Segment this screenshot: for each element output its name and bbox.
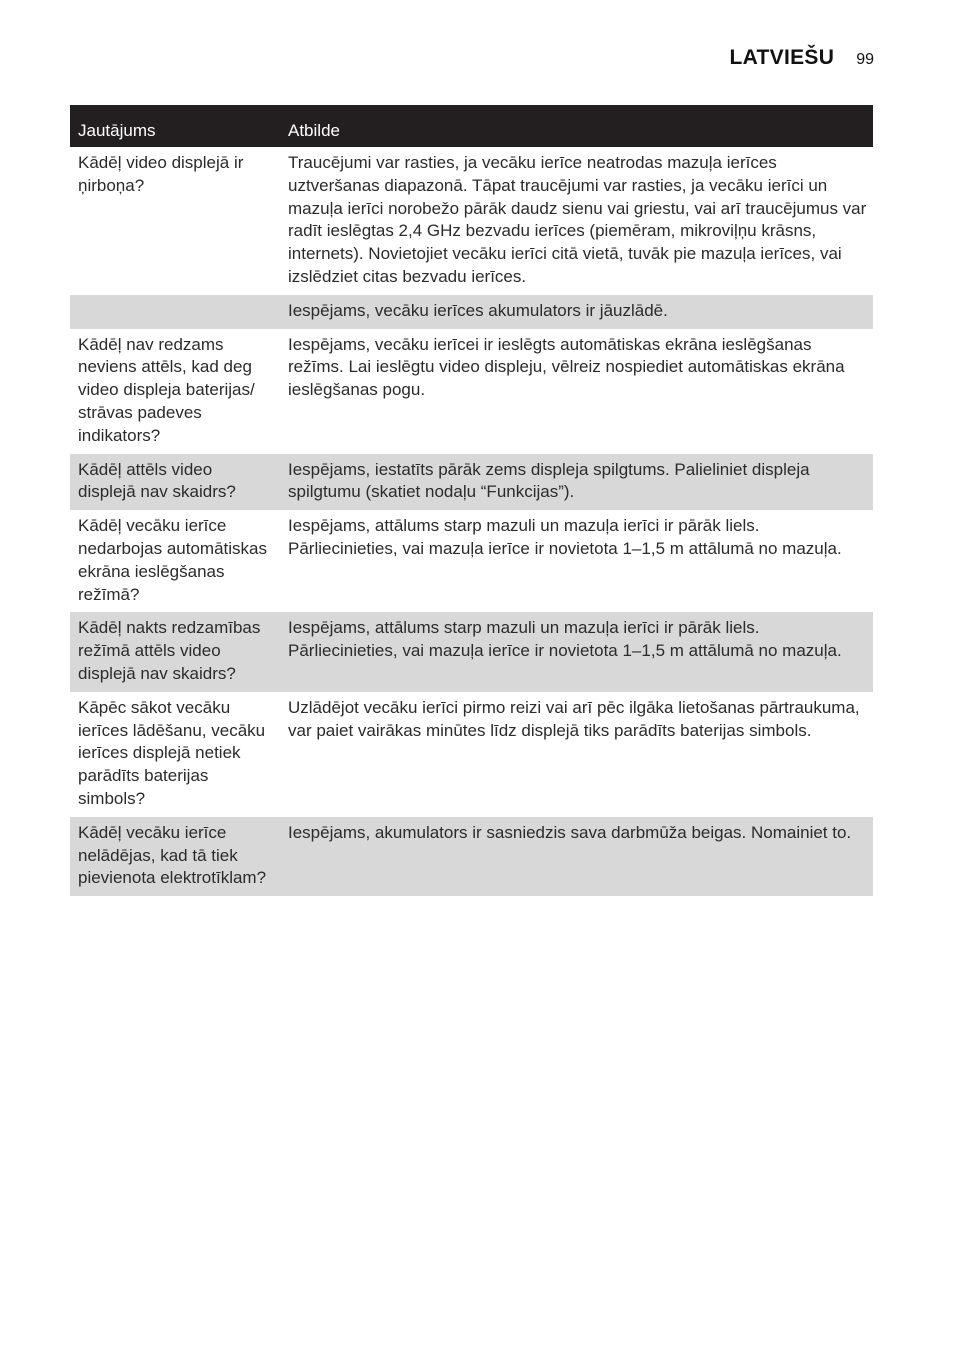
page-header	[730, 46, 874, 70]
question-cell: Kādēļ attēls video displejā nav skaidrs?	[70, 454, 280, 511]
troubleshooting-table	[70, 105, 873, 896]
table-header-row	[70, 105, 873, 147]
table-row	[70, 817, 873, 896]
table-row	[70, 295, 873, 329]
question-cell: Kāpēc sākot vecāku ierīces lādēšanu, vecāku ierīces displejā netiek parādīts baterijas simbols?	[78, 697, 266, 808]
answer-cell: Iespējams, akumulators ir sasniedzis sava darbmūža beigas. Nomainiet to.	[280, 817, 873, 896]
table-row	[70, 329, 873, 454]
table-row	[70, 454, 873, 511]
table-row	[70, 510, 873, 612]
table-row	[70, 147, 873, 295]
question-cell: Kādēļ nav redzams neviens attēls, kad deg video displeja baterijas/ strāvas padeves indikators?	[78, 334, 255, 445]
question-cell: Kādēļ vecāku ierīce nelādējas, kad tā tiek pievienota elektrotīklam?	[70, 817, 280, 896]
answer-cell: Iespējams, iestatīts pārāk zems displeja spilgtums. Palieliniet displeja spilgtumu (skatiet nodaļu “Funkcijas”).	[280, 454, 873, 511]
answer-cell: Iespējams, vecāku ierīces akumulators ir jāuzlādē.	[280, 295, 873, 329]
section-title: LATVIEŠU	[729, 46, 835, 69]
question-cell: Kādēļ vecāku ierīce nedarbojas automātiskas ekrāna ieslēgšanas režīmā?	[78, 516, 268, 604]
question-cell: Kādēļ video displejā ir ņirboņa?	[78, 153, 244, 195]
answer-cell: Uzlādējot vecāku ierīci pirmo reizi vai arī pēc ilgāka lietošanas pārtraukuma, var paiet vairākas minūtes līdz displejā tiks parādīts baterijas simbols.	[288, 697, 860, 740]
answer-cell: Iespējams, attālums starp mazuli un mazuļa ierīci ir pārāk liels. Pārliecinieties, vai mazuļa ierīce ir novietota 1–1,5 m attālumā no mazuļa.	[280, 612, 873, 691]
question-cell: Kādēļ nakts redzamības režīmā attēls video displejā nav skaidrs?	[70, 612, 280, 691]
answer-cell: Traucējumi var rasties, ja vecāku ierīce neatrodas mazuļa ierīces uztveršanas diapazonā. Tāpat traucējumi var rasties, ja vecāku ierīci un mazuļa ierīci norobežo pārāk daudz sienu vai griestu, vai arī traucējumus var radīt ieslēgtas 2,4 GHz bezvadu ierīces (piemēram, mikroviļņu krāsns, internets). Novietojiet vecāku ierīci citā vietā, tuvāk pie mazuļa ierīces, vai izslēdziet citas bezvadu ierīces.	[288, 153, 867, 286]
answer-cell: Iespējams, vecāku ierīcei ir ieslēgts automātiskas ekrāna ieslēgšanas režīms. Lai ieslēgtu video displeju, vēlreiz nospiediet automātiskas ekrāna ieslēgšanas pogu.	[288, 334, 845, 400]
answer-cell: Iespējams, attālums starp mazuli un mazuļa ierīci ir pārāk liels. Pārliecinieties, vai mazuļa ierīce ir novietota 1–1,5 m attālumā no mazuļa.	[288, 516, 842, 558]
question-cell	[70, 295, 280, 329]
table-row	[70, 692, 873, 817]
column-header-question: Jautājums	[70, 105, 280, 147]
table-row	[70, 612, 873, 691]
page-number: 99	[856, 51, 874, 68]
column-header-answer: Atbilde	[280, 105, 873, 147]
